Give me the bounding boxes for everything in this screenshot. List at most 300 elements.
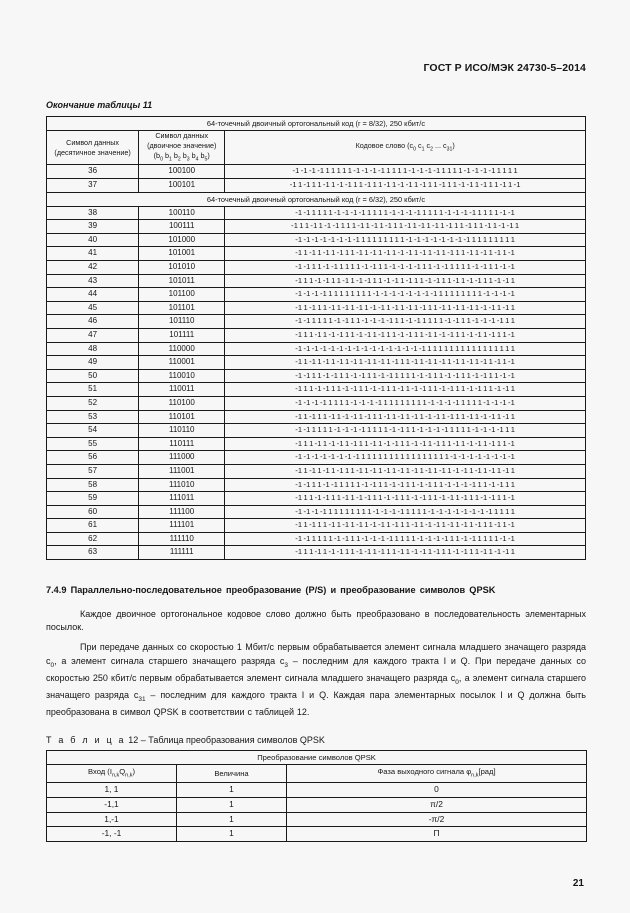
codeword-bit: -1 — [432, 221, 440, 231]
codeword-bit: -1 — [466, 329, 474, 339]
codeword-bit: 1 — [317, 479, 322, 489]
codeword-bit: -1 — [314, 547, 322, 557]
codeword-bit: 1 — [422, 452, 427, 462]
codeword-bit: -1 — [425, 520, 433, 530]
codeword-bit: 1 — [469, 493, 474, 503]
codeword-bit: 1 — [483, 207, 488, 217]
codeword-bit: -1 — [386, 316, 394, 326]
paragraph-2-part5: – последним для каждого тракта I и Q. Каждая пара элементарных посылок I и Q должна быть преобразована в символ QPSK в соответствии с таблицей 12. — [46, 689, 586, 717]
codeword-bit: -1 — [322, 465, 330, 475]
table-row — [47, 783, 587, 798]
cell-codeword — [225, 342, 586, 356]
codeword-bit: -1 — [405, 329, 413, 339]
codeword-bit: -1 — [378, 357, 386, 367]
codeword-bit: -1 — [324, 221, 332, 231]
codeword-bit: 1 — [447, 180, 452, 190]
cell-decimal: 50 — [47, 369, 139, 383]
codeword-bit: 1 — [460, 343, 465, 353]
codeword-bit: -1 — [508, 248, 516, 258]
codeword-bit: -1 — [447, 493, 455, 503]
codeword-bit: 1 — [499, 506, 504, 516]
cell-decimal: 45 — [47, 301, 139, 315]
codeword-bit: -1 — [295, 479, 303, 489]
cell-binary: 110000 — [139, 342, 225, 356]
codeword-bit: -1 — [419, 180, 427, 190]
cell-binary: 100111 — [139, 220, 225, 234]
codeword-bit: -1 — [405, 289, 413, 299]
codeword-bit: -1 — [474, 275, 482, 285]
codeword-bit: -1 — [322, 357, 330, 367]
codeword-bit: 1 — [372, 275, 377, 285]
codeword-bit: 1 — [350, 316, 355, 326]
codeword-bit: 1 — [439, 452, 444, 462]
codeword-bit: -1 — [391, 438, 399, 448]
codeword-bit: -1 — [309, 357, 317, 367]
codeword-bit: 1 — [505, 234, 510, 244]
codeword-bit: 1 — [386, 166, 391, 176]
codeword-bit: 1 — [461, 397, 466, 407]
codeword-bit: 1 — [427, 438, 433, 448]
codeword-bit: -1 — [383, 411, 391, 421]
codeword-bit: -1 — [328, 302, 336, 312]
cell-binary: 101111 — [139, 328, 225, 342]
codeword-bit: -1 — [303, 316, 311, 326]
codeword-bit: -1 — [328, 234, 336, 244]
codeword-bit: -1 — [494, 248, 502, 258]
paragraph-2-part1: При передаче данных со скоростью 1 Мбит/с первым обрабатывается элемент сигнала младшего значащего разряда c — [46, 642, 586, 666]
codeword-bit: -1 — [322, 248, 330, 258]
codeword-bit: 1 — [513, 166, 518, 176]
codeword-bit: 1 — [386, 302, 391, 312]
codeword-bit: -1 — [383, 180, 391, 190]
codeword-bit: -1 — [502, 411, 510, 421]
codeword-bit: -1 — [447, 234, 455, 244]
codeword-bit: 1 — [328, 506, 333, 516]
codeword-bit: 1 — [438, 289, 444, 299]
cell-codeword — [225, 396, 586, 410]
codeword-bit: 1 — [350, 302, 355, 312]
table-11-caption: Окончание таблицы 11 — [46, 100, 153, 110]
codeword-bit: 1 — [303, 275, 308, 285]
codeword-bit: 1 — [474, 302, 480, 312]
codeword-bit: 1 — [438, 370, 444, 380]
codeword-bit: 1 — [496, 411, 502, 421]
codeword-bit: 1 — [416, 397, 422, 407]
codeword-bit: 1 — [400, 316, 405, 326]
cell-codeword — [225, 328, 586, 342]
codeword-bit: -1 — [344, 343, 352, 353]
codeword-bit: 1 — [339, 262, 344, 271]
codeword-bit: -1 — [465, 221, 473, 231]
codeword-bit: 1 — [477, 207, 482, 217]
codeword-bit: 1 — [488, 520, 493, 530]
codeword-bit: -1 — [308, 166, 317, 176]
cell-codeword — [225, 546, 586, 560]
codeword-bit: -1 — [466, 357, 474, 367]
codeword-bit: -1 — [358, 207, 366, 217]
codeword-bit: -1 — [447, 411, 455, 421]
codeword-bit: -1 — [320, 397, 328, 407]
codeword-bit: 1 — [433, 316, 438, 326]
codeword-bit: -1 — [422, 289, 430, 299]
codeword-bit: 1 — [414, 248, 419, 258]
codeword-bit: 1 — [488, 180, 493, 190]
codeword-bit: -1 — [342, 533, 350, 543]
codeword-bit: 1 — [447, 438, 452, 448]
codeword-bit: 1 — [414, 275, 419, 285]
codeword-bit: 1 — [328, 207, 333, 217]
input-mid: Q — [119, 766, 126, 776]
cell-binary: 111011 — [139, 492, 225, 506]
codeword-bit: 1 — [482, 234, 488, 244]
codeword-bit: -1 — [295, 329, 303, 339]
table-12 — [46, 750, 587, 842]
codeword-bit: 1 — [474, 357, 480, 367]
codeword-bit: -1 — [372, 506, 380, 516]
codeword-bit: -1 — [320, 234, 328, 244]
codeword-bit: 1 — [383, 234, 388, 244]
codeword-bit: 1 — [510, 384, 516, 394]
codeword-bit: -1 — [474, 520, 482, 530]
codeword-bit: -1 — [309, 302, 317, 312]
codeword-bit: 1 — [505, 425, 510, 435]
codeword-bit: -1 — [353, 343, 361, 353]
codeword-bit: -1 — [425, 370, 433, 380]
codeword-bit: -1 — [494, 384, 502, 394]
codeword-bit: 1 — [483, 438, 488, 448]
codeword-bit: 1 — [488, 384, 493, 394]
codeword-bit: -1 — [303, 289, 311, 299]
codeword-bit: -1 — [364, 275, 372, 285]
codeword-bit: 1 — [496, 465, 502, 475]
codeword-bit: 1 — [303, 493, 308, 503]
codeword-bit: -1 — [322, 479, 330, 489]
codeword-bit: -1 — [295, 316, 303, 326]
codeword-bit: -1 — [358, 370, 366, 380]
codeword-bit: 1 — [494, 180, 499, 190]
codeword-bit: 1 — [496, 438, 502, 448]
codeword-bit: -1 — [328, 452, 336, 462]
codeword-bit: 1 — [322, 438, 328, 448]
codeword-bit: 1 — [378, 438, 383, 448]
codeword-bit: -1 — [488, 493, 496, 503]
codeword-bit: -1 — [289, 180, 297, 190]
codeword-bit: -1 — [494, 520, 502, 530]
codeword-bit: -1 — [411, 411, 419, 421]
codeword-bit: 1 — [469, 547, 474, 557]
codeword-bit: -1 — [328, 329, 336, 339]
codeword-bit: -1 — [425, 275, 433, 285]
codeword-bit: 1 — [514, 221, 520, 231]
codeword-bit: -1 — [369, 302, 377, 312]
codeword-bit: 1 — [441, 411, 446, 421]
codeword-bit: -1 — [480, 370, 488, 380]
codeword-bit: 1 — [449, 262, 455, 271]
codeword-bit: 1 — [361, 452, 366, 462]
codeword-bit: 1 — [350, 248, 355, 258]
cell-binary: 100100 — [139, 165, 225, 179]
codeword-bit: 1 — [461, 275, 466, 285]
table-row — [47, 519, 586, 533]
codeword-bit: -1 — [438, 493, 446, 503]
codeword-bit: 1 — [432, 343, 438, 353]
codeword-bit: -1 — [444, 316, 452, 326]
codeword-bit: -1 — [397, 262, 405, 271]
cell-decimal: 42 — [47, 261, 139, 275]
cell-binary: 110100 — [139, 396, 225, 410]
codeword-bit: -1 — [496, 479, 504, 489]
cell-decimal: 55 — [47, 437, 139, 451]
codeword-bit: -1 — [444, 506, 452, 516]
cell-binary: 110110 — [139, 424, 225, 438]
codeword-bit: -1 — [480, 493, 488, 503]
cell-codeword — [225, 165, 586, 179]
codeword-bit: 1 — [510, 343, 516, 353]
codeword-bit: 1 — [322, 411, 328, 421]
codeword-bit: 1 — [356, 506, 361, 516]
codeword-bit: -1 — [433, 275, 441, 285]
codeword-bit: -1 — [488, 479, 496, 489]
codeword-bit: -1 — [436, 397, 444, 407]
codeword-bit: -1 — [391, 357, 399, 367]
codeword-bit: 1 — [331, 180, 336, 190]
codeword-bit: 1 — [377, 234, 383, 244]
codeword-bit: -1 — [331, 479, 339, 489]
codeword-bit: -1 — [498, 221, 506, 231]
codeword-bit: 1 — [317, 302, 322, 312]
codeword-bit: 1 — [438, 479, 444, 489]
codeword-bit: -1 — [506, 221, 514, 231]
codeword-bit: 1 — [411, 479, 416, 489]
codeword-bit: 1 — [466, 262, 471, 271]
codeword-bit: 1 — [303, 520, 308, 530]
codeword-bit: 1 — [386, 384, 391, 394]
codeword-bit: 1 — [441, 275, 446, 285]
codeword-bit: 1 — [356, 289, 361, 299]
codeword-bit: -1 — [508, 438, 516, 448]
table-11 — [46, 116, 586, 560]
codeword-bit: -1 — [295, 493, 303, 503]
codeword-bit: 1 — [333, 506, 339, 516]
codeword-bit: -1 — [474, 438, 482, 448]
codeword-bit: 1 — [383, 452, 388, 462]
codeword-bit: -1 — [371, 221, 379, 231]
cell-binary: 100110 — [139, 206, 225, 220]
codeword-bit: 1 — [505, 506, 510, 516]
codeword-bit: 1 — [474, 547, 480, 557]
cell-decimal: 54 — [47, 424, 139, 438]
codeword-bit: -1 — [389, 262, 397, 271]
codeword-bit: 1 — [391, 180, 397, 190]
codeword-bit: 1 — [317, 357, 322, 367]
codeword-bit: 1 — [389, 234, 394, 244]
table-row — [47, 247, 586, 261]
codeword-bit: -1 — [303, 343, 311, 353]
codeword-bit: 1 — [333, 397, 339, 407]
codeword-bit: 1 — [433, 479, 438, 489]
codeword-bit: -1 — [372, 289, 380, 299]
codeword-bit: -1 — [397, 180, 405, 190]
cell-binary: 111100 — [139, 505, 225, 519]
cell-magnitude: 1 — [177, 797, 287, 812]
codeword-bit: 1 — [378, 425, 383, 435]
cell-decimal: 40 — [47, 233, 139, 247]
cell-decimal: 38 — [47, 206, 139, 220]
codeword-bit: -1 — [405, 207, 413, 217]
cell-binary: 101011 — [139, 274, 225, 288]
column-header-binary — [139, 131, 225, 165]
codeword-bit: -1 — [378, 316, 386, 326]
codeword-bit: 1 — [317, 411, 322, 421]
table-row — [47, 464, 586, 478]
cell-binary: 111001 — [139, 464, 225, 478]
codeword-bit: 1 — [461, 329, 466, 339]
codeword-bit: 1 — [422, 262, 427, 271]
codeword-bit: 1 — [405, 465, 411, 475]
table-row — [47, 492, 586, 506]
codeword-bit: -1 — [311, 234, 319, 244]
codeword-bit: -1 — [369, 384, 377, 394]
codeword-bit: -1 — [444, 370, 452, 380]
codeword-bit: -1 — [416, 370, 424, 380]
codeword-bit: -1 — [491, 452, 499, 462]
codeword-bit: -1 — [369, 465, 377, 475]
paragraph-2 — [46, 641, 586, 718]
codeword-bit: -1 — [364, 357, 372, 367]
codeword-bit: 1 — [441, 547, 446, 557]
table-12-caption — [46, 735, 586, 745]
codeword-bit: -1 — [311, 343, 319, 353]
codeword-bit: -1 — [411, 520, 419, 530]
codeword-bit: 1 — [426, 221, 431, 231]
codeword-bit: 1 — [356, 479, 361, 489]
codeword-bit: 1 — [427, 248, 433, 258]
cell-codeword — [225, 301, 586, 315]
codeword-bit: 1 — [494, 533, 499, 543]
codeword-bit: -1 — [350, 384, 358, 394]
codeword-bit: -1 — [419, 438, 427, 448]
codeword-bit: -1 — [425, 425, 433, 435]
table-row — [47, 396, 586, 410]
codeword-bit: 1 — [361, 506, 366, 516]
codeword-bit: 1 — [474, 248, 480, 258]
table-row — [47, 261, 586, 275]
codeword-bit: -1 — [334, 425, 342, 435]
cell-binary: 101010 — [139, 261, 225, 275]
codeword-bit: 1 — [483, 329, 488, 339]
codeword-bit: -1 — [480, 316, 488, 326]
cell-decimal: 48 — [47, 342, 139, 356]
codeword-bit: -1 — [317, 166, 325, 176]
codeword-bit: -1 — [361, 479, 369, 489]
codeword-bit: -1 — [356, 520, 364, 530]
codeword-bit: 1 — [438, 207, 444, 217]
codeword-bit: 1 — [419, 357, 424, 367]
codeword-bit: -1 — [425, 166, 433, 176]
codeword-bit: -1 — [422, 234, 430, 244]
codeword-bit: -1 — [438, 384, 446, 394]
codeword-bit: 1 — [461, 357, 466, 367]
codeword-bit: 1 — [455, 411, 460, 421]
codeword-bit: -1 — [336, 357, 344, 367]
codeword-bit: 1 — [488, 547, 493, 557]
codeword-bit: 1 — [461, 316, 466, 326]
codeword-bit: -1 — [295, 452, 303, 462]
codeword-bit: -1 — [342, 207, 350, 217]
codeword-bit: -1 — [508, 397, 516, 407]
codeword-bit: 1 — [378, 262, 383, 271]
codeword-bit: 1 — [488, 370, 493, 380]
codeword-bit: -1 — [419, 547, 427, 557]
codeword-bit: -1 — [410, 343, 418, 353]
codeword-bit: 1 — [455, 425, 460, 435]
codeword-bit: 1 — [477, 234, 482, 244]
codeword-bit: -1 — [303, 533, 311, 543]
codeword-bit: -1 — [295, 397, 303, 407]
codeword-bit: -1 — [508, 207, 516, 217]
table-row — [47, 532, 586, 546]
codeword-bit: -1 — [402, 343, 410, 353]
codeword-bit: 1 — [488, 357, 493, 367]
codeword-bit: -1 — [405, 248, 413, 258]
codeword-bit: 1 — [400, 438, 405, 448]
codeword-bit: -1 — [342, 411, 350, 421]
codeword-bit: 1 — [372, 357, 377, 367]
codeword-bit: 1 — [386, 520, 391, 530]
codeword-bit: 1 — [328, 316, 333, 326]
codeword-bit: -1 — [342, 316, 350, 326]
codeword-bit: -1 — [353, 234, 361, 244]
table-row — [47, 451, 586, 465]
codeword-bit: 1 — [510, 302, 516, 312]
codeword-bit: -1 — [502, 275, 510, 285]
codeword-bit: -1 — [361, 166, 369, 176]
codeword-bit: -1 — [378, 547, 386, 557]
codeword-bit: -1 — [480, 357, 488, 367]
codeword-bit: -1 — [334, 207, 342, 217]
codeword-bit: 1 — [372, 234, 377, 244]
codeword-bit: -1 — [499, 262, 507, 271]
codeword-bit: -1 — [300, 166, 308, 176]
codeword-bit: 1 — [333, 289, 339, 299]
codeword-bit: 1 — [309, 493, 314, 503]
codeword-bit: -1 — [499, 533, 507, 543]
codeword-bit: 1 — [350, 329, 355, 339]
codeword-bit: -1 — [508, 520, 516, 530]
codeword-bit: -1 — [369, 262, 377, 271]
codeword-bit: 1 — [502, 438, 507, 448]
codeword-bit: -1 — [488, 166, 496, 176]
codeword-bit: 1 — [336, 302, 342, 312]
codeword-bit: 1 — [328, 289, 333, 299]
table-row — [47, 356, 586, 370]
codeword-bit: 1 — [483, 479, 488, 489]
codeword-bit: -1 — [295, 438, 303, 448]
input-prefix: Вход (I — [88, 766, 112, 776]
codeword-bit: -1 — [314, 275, 322, 285]
codeword-bit: 1 — [303, 547, 308, 557]
codeword-bit: 1 — [433, 207, 438, 217]
codeword-bit: 1 — [433, 357, 438, 367]
codeword-bit: -1 — [452, 357, 460, 367]
codeword-bit: -1 — [322, 370, 330, 380]
codeword-bit: 1 — [405, 520, 411, 530]
codeword-bit: 1 — [483, 384, 488, 394]
cell-binary: 110101 — [139, 410, 225, 424]
codeword-bit: 1 — [372, 411, 377, 421]
cell-binary: 101001 — [139, 247, 225, 261]
codeword-bit: -1 — [488, 329, 496, 339]
